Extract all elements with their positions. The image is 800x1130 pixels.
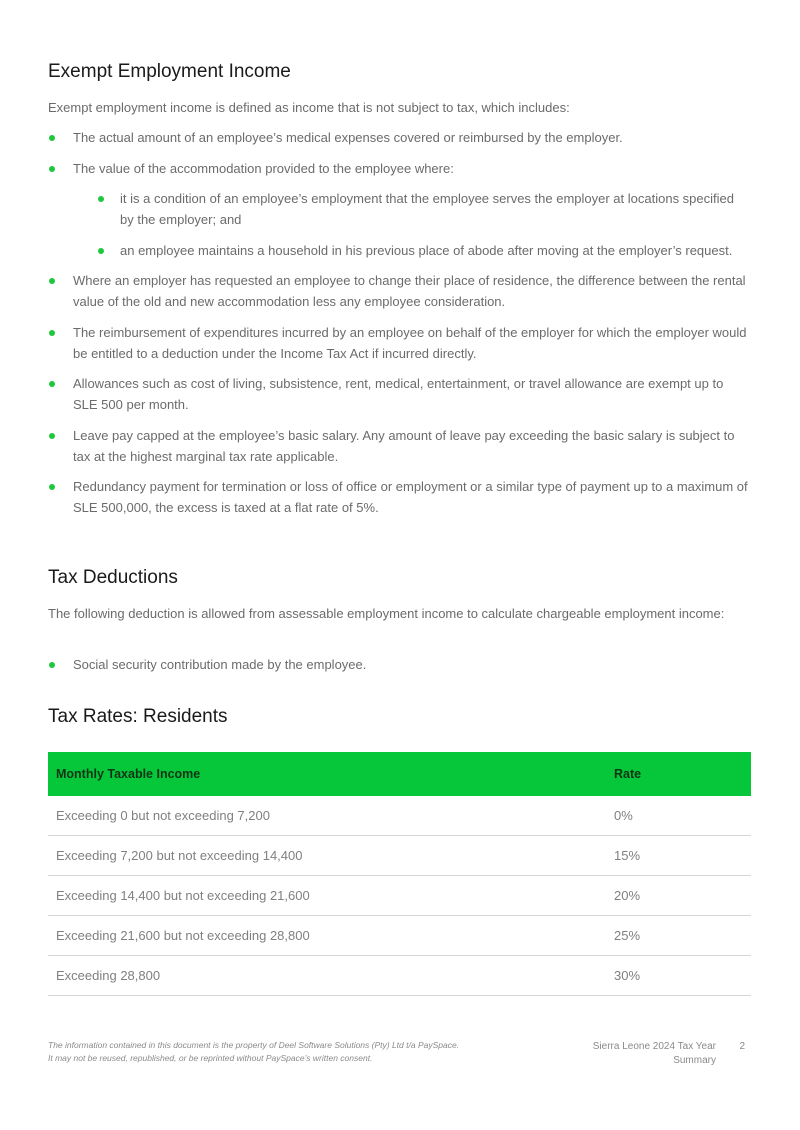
- bullet-icon: [98, 248, 104, 254]
- exempt-intro: Exempt employment income is defined as income that is not subject to tax, which includes:: [48, 100, 570, 115]
- bullet-icon: [49, 484, 55, 490]
- income-band-cell: Exceeding 14,400 but not exceeding 21,600: [48, 876, 606, 916]
- rate-cell: 25%: [606, 916, 751, 956]
- exempt-list: [48, 127, 751, 528]
- deductions-heading: Tax Deductions: [48, 567, 178, 588]
- income-band-cell: Exceeding 21,600 but not exceeding 28,800: [48, 916, 606, 956]
- list-item: Leave pay capped at the employee’s basic salary. Any amount of leave pay exceeding the basic salary is subject to tax at the highest marginal tax rate applicable.: [48, 425, 751, 467]
- footer-disclaimer: [48, 1039, 508, 1064]
- income-column-header: Monthly Taxable Income: [48, 752, 606, 796]
- deductions-list: [48, 654, 751, 685]
- tax-rates-table: [48, 752, 751, 996]
- disclaimer-line: The information contained in this document is the property of Deel Software Solutions (Pty) Ltd t/a PaySpace.: [48, 1040, 460, 1050]
- list-item: The value of the accommodation provided to the employee where: it is a condition of an employee’s employment that the employee serves the employer at locations specified by the employer; and an employee maintains a household in his previous place of abode after moving at the employer’s request.: [48, 158, 751, 261]
- table-row: [48, 876, 751, 916]
- list-item: Social security contribution made by the employee.: [48, 654, 751, 675]
- rates-heading: Tax Rates: Residents: [48, 706, 228, 727]
- income-band-cell: Exceeding 7,200 but not exceeding 14,400: [48, 836, 606, 876]
- rate-cell: 0%: [606, 796, 751, 836]
- table-row: [48, 836, 751, 876]
- bullet-icon: [49, 278, 55, 284]
- rate-cell: 30%: [606, 956, 751, 996]
- list-item: The reimbursement of expenditures incurred by an employee on behalf of the employer for which the employer would be entitled to a deduction under the Income Tax Act if incurred directly.: [48, 322, 751, 364]
- rate-cell: 20%: [606, 876, 751, 916]
- bullet-icon: [98, 196, 104, 202]
- income-band-cell: Exceeding 0 but not exceeding 7,200: [48, 796, 606, 836]
- bullet-icon: [49, 330, 55, 336]
- rate-column-header: Rate: [606, 752, 751, 796]
- accommodation-sub-list: [73, 188, 751, 261]
- bullet-icon: [49, 166, 55, 172]
- footer-document-title: Sierra Leone 2024 Tax Year Summary: [592, 1041, 716, 1066]
- sub-list-item: an employee maintains a household in his previous place of abode after moving at the employer’s request.: [97, 240, 751, 261]
- deductions-intro: The following deduction is allowed from assessable employment income to calculate chargeable employment income:: [48, 606, 725, 621]
- table-row: [48, 796, 751, 836]
- list-item: Allowances such as cost of living, subsistence, rent, medical, entertainment, or travel allowance are exempt up to SLE 500 per month.: [48, 373, 751, 415]
- exempt-heading: Exempt Employment Income: [48, 61, 291, 82]
- page-number: 2: [739, 1041, 745, 1052]
- sub-list-item: it is a condition of an employee’s employment that the employee serves the employer at locations specified by the employer; and: [97, 188, 751, 230]
- bullet-icon: [49, 135, 55, 141]
- rate-cell: 15%: [606, 836, 751, 876]
- table-row: [48, 956, 751, 996]
- list-item: The actual amount of an employee’s medical expenses covered or reimbursed by the employer.: [48, 127, 751, 148]
- disclaimer-line: It may not be reused, republished, or be reprinted without PaySpace’s written consent.: [48, 1052, 373, 1063]
- table-row: [48, 916, 751, 956]
- table-header-row: [48, 752, 751, 796]
- bullet-icon: [49, 433, 55, 439]
- income-band-cell: Exceeding 28,800: [48, 956, 606, 996]
- list-item: Redundancy payment for termination or loss of office or employment or a similar type of payment up to a maximum of SLE 500,000, the excess is taxed at a flat rate of 5%.: [48, 476, 751, 518]
- bullet-icon: [49, 662, 55, 668]
- list-item: Where an employer has requested an employee to change their place of residence, the difference between the rental value of the old and new accommodation less any employee consideration.: [48, 270, 751, 312]
- bullet-icon: [49, 381, 55, 387]
